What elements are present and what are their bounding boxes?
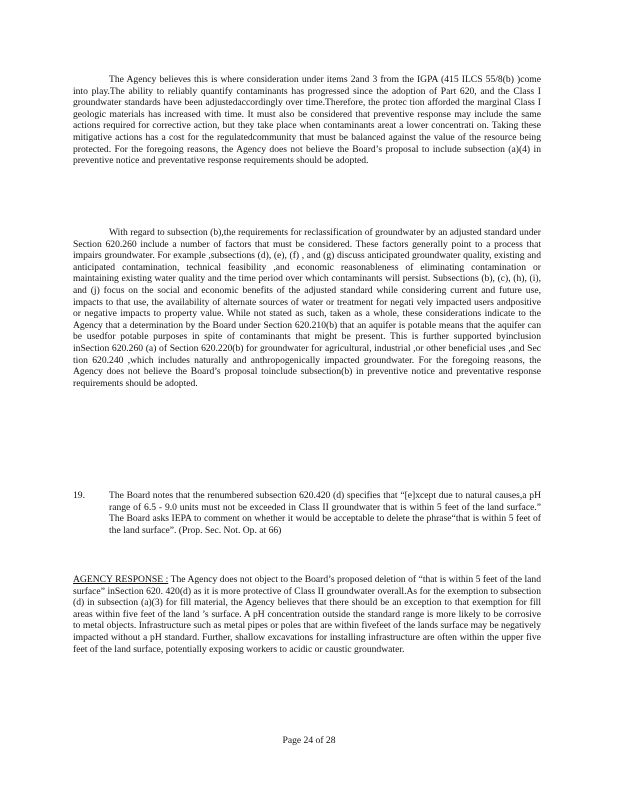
paragraph-agency-belief: The Agency believes this is where consideration under items 2and 3 from the IGPA (415 ILCS 55/8(b) )come into play.The ability to reliably quantify contaminants has progressed since the adoption of Part 620, and the Class I groundwater standards have been adjustedaccordingly over time.Therefore, the protec tion afforded the marginal Class I geologic materials has increased with time. It must also be considered that preventive response may include the same actions required for corrective action, but they take place when contaminants areat a lower concentrati on. Taking these mitigative actions has a cost for the regulatedcommunity that must be balanced against the value of the resource being protected. For the foregoing reasons, the Agency does not believe the Board’s proposal to include subsection (a)(4) in preventive notice and preventative response requirements should be adopted. [73,74,541,167]
paragraph-subsection-b: With regard to subsection (b),the requirements for reclassification of groundwater by an adjusted standard under Section 620.260 include a number of factors that must be considered. These factors generally point to a process that impairs groundwater. For example ,subsections (d), (e), (f) , and (g) discuss anticipated groundwater quality, existing and anticipated contamination, technical feasibility ,and economic reasonableness of eliminating contamination or maintaining existing water quality and the time period over which contaminants will persist. Subsections (b), (c), (h), (i), and (j) focus on the social and economic benefits of the adjusted standard while considering current and future use, impacts to that use, the availability of alternate sources of water or treatment for negati vely impacted users andpositive or negative impacts to property value. While not stated as such, taken as a whole, these considerations indicate to the Agency that a determination by the Board under Section 620.210(b) that an aquifer is potable means that the aquifer can be usedfor potable purposes in spite of contaminants that might be present. This is further supported byinclusion inSection 620.260 (a) of Section 620.220(b) for groundwater for agricultural, industrial ,or other beneficial uses ,and Sec tion 620.240 ,which includes naturally and anthropogenically impacted groundwater. For the foregoing reasons, the Agency does not believe the Board’s proposal toinclude subsection(b) in preventive notice and preventative response requirements should be adopted. [73,227,541,389]
agency-response-paragraph [73,574,541,655]
page-footer: Page 24 of 28 [282,735,336,746]
agency-response-label: AGENCY RESPONSE : [73,574,169,585]
numbered-item-19 [73,490,541,536]
item-19-text: The Board notes that the renumbered subsection 620.420 (d) specifies that “[e]xcept due to natural causes,a pH range of 6.5 - 9.0 units must not be exceeded in Class II groundwater that is within 5 feet of the land surface.” The Board asks IEPA to comment on whether it would be acceptable to delete the phrase“that is within 5 feet of the land surface”. (Prop. Sec. Not. Op. at 66) [109,490,541,536]
agency-response-text: The Agency does not object to the Board’s proposed deletion of “that is within 5 feet of the land surface” inSection 620. 420(d) as it is more protective of Class II groundwater overall.As for the exemption to subsection (d) in subsection (a)(3) for fill material, the Agency believes that there should be an exception to that exemption for fill areas within five feet of the land ’s surface. A pH concentration outside the standard range is more likely to be corrosive to metal objects. Infrastructure such as metal pipes or poles that are within fivefeet of the lands surface may be negatively impacted without a pH standard. Further, shallow excavations for installing infrastructure are often within the upper five feet of the land surface, potentially exposing workers to acidic or caustic groundwater. [73,574,541,655]
item-number: 19. [73,490,85,501]
